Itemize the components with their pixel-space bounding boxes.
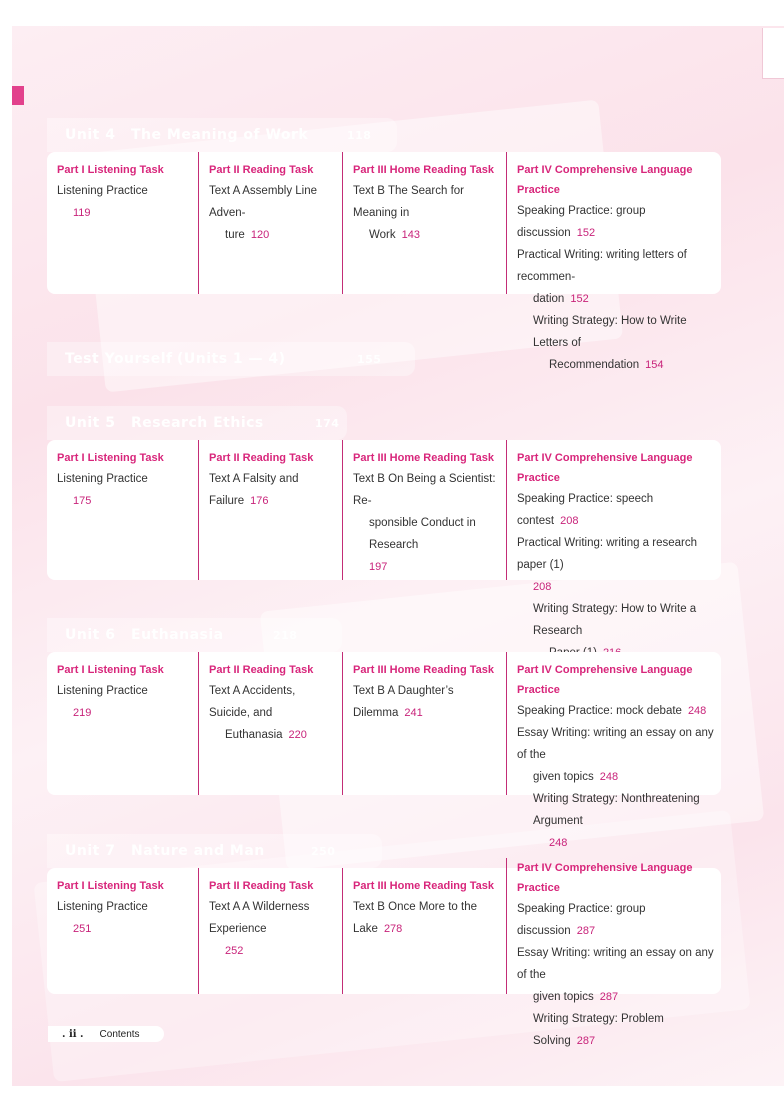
part-4-heading: Part IV Comprehensive Language Practice bbox=[517, 664, 693, 696]
part-4-column bbox=[506, 858, 721, 1047]
page-number: 143 bbox=[401, 229, 420, 241]
writing-line[interactable]: Practical Writing: writing letters of recommen- bbox=[517, 249, 687, 283]
text-b-line[interactable]: Text B Once More to the Lake bbox=[353, 901, 478, 935]
page-number: 251 bbox=[73, 923, 92, 935]
strategy-cont: Recommendation bbox=[549, 359, 640, 371]
strategy-line[interactable]: Writing Strategy: How to Write Letters of bbox=[533, 315, 687, 349]
unit-page: 174 bbox=[315, 416, 340, 430]
page-number: 175 bbox=[73, 495, 92, 507]
part-1-heading: Part I Listening Task bbox=[57, 664, 164, 676]
writing-cont: given topics bbox=[533, 991, 594, 1003]
part-1-heading: Part I Listening Task bbox=[57, 452, 164, 464]
text-a-line[interactable]: Text A Assembly Line Adven- bbox=[209, 185, 318, 219]
unit-code: Unit 5 bbox=[65, 415, 116, 431]
part-2-column bbox=[198, 868, 342, 994]
strategy-line[interactable]: Writing Strategy: Problem Solving bbox=[533, 1013, 664, 1047]
strategy-line[interactable]: Writing Strategy: Nonthreatening Argument bbox=[533, 793, 700, 827]
part-4-heading: Part IV Comprehensive Language Practice bbox=[517, 862, 693, 894]
page-number: 152 bbox=[576, 227, 596, 239]
unit-code: Unit 6 bbox=[65, 627, 116, 643]
part-3-column bbox=[342, 868, 506, 994]
footer-page-number: . ii . bbox=[62, 1028, 84, 1040]
listening-practice[interactable]: Listening Practice bbox=[57, 685, 148, 697]
strategy-line[interactable]: Writing Strategy: How to Write a Research bbox=[533, 603, 697, 637]
part-4-heading: Part IV Comprehensive Language Practice bbox=[517, 164, 693, 196]
text-a-line[interactable]: Text A Falsity and Failure bbox=[209, 473, 299, 507]
part-2-heading: Part II Reading Task bbox=[209, 880, 314, 892]
page-number: 287 bbox=[599, 991, 619, 1003]
part-2-column bbox=[198, 652, 342, 795]
page-corner-tab bbox=[762, 28, 784, 79]
part-3-heading: Part III Home Reading Task bbox=[353, 880, 495, 892]
unit-name: Euthanasia bbox=[131, 627, 224, 643]
part-4-column bbox=[506, 652, 721, 849]
part-3-column bbox=[342, 152, 506, 294]
page-number: 120 bbox=[250, 229, 270, 241]
part-3-heading: Part III Home Reading Task bbox=[353, 452, 495, 464]
listening-practice[interactable]: Listening Practice bbox=[57, 473, 148, 485]
unit-page: 118 bbox=[347, 128, 372, 142]
page-number: 208 bbox=[533, 581, 552, 593]
page-number: 248 bbox=[687, 705, 707, 717]
part-2-heading: Part II Reading Task bbox=[209, 164, 314, 176]
unit-code: Unit 7 bbox=[65, 843, 116, 859]
part-3-column bbox=[342, 652, 506, 795]
writing-line[interactable]: Practical Writing: writing a research paper (1) bbox=[517, 537, 698, 571]
part-3-heading: Part III Home Reading Task bbox=[353, 664, 495, 676]
speaking-practice[interactable]: Speaking Practice: group discussion bbox=[517, 903, 646, 937]
text-a-line[interactable]: Text A A Wilderness Experience bbox=[209, 901, 310, 935]
page-number: 176 bbox=[250, 495, 269, 507]
page-number: 197 bbox=[369, 561, 388, 573]
unit-5-title[interactable] bbox=[47, 406, 347, 440]
unit-name: Nature and Man bbox=[131, 843, 265, 859]
speaking-practice[interactable]: Speaking Practice: mock debate bbox=[517, 705, 682, 717]
writing-line[interactable]: Essay Writing: writing an essay on any of the bbox=[517, 947, 714, 981]
page-number: 154 bbox=[645, 359, 664, 371]
part-4-heading: Part IV Comprehensive Language Practice bbox=[517, 452, 693, 484]
page-number: 287 bbox=[576, 925, 596, 937]
part-1-column bbox=[47, 868, 198, 994]
page-number: 248 bbox=[549, 837, 568, 849]
test-yourself-title[interactable] bbox=[47, 342, 415, 376]
footer-label: Contents bbox=[99, 1028, 140, 1040]
unit-4-title[interactable] bbox=[47, 118, 397, 152]
speaking-practice[interactable]: Speaking Practice: speech contest bbox=[517, 493, 654, 527]
part-1-column bbox=[47, 152, 198, 294]
listening-practice[interactable]: Listening Practice bbox=[57, 901, 148, 913]
unit-name: Research Ethics bbox=[131, 415, 264, 431]
part-4-column bbox=[506, 440, 721, 637]
unit-page: 250 bbox=[311, 844, 336, 858]
page-number: 241 bbox=[404, 707, 423, 719]
part-4-column bbox=[506, 152, 721, 371]
part-2-heading: Part II Reading Task bbox=[209, 664, 314, 676]
unit-page: 218 bbox=[273, 628, 298, 642]
page-number: 252 bbox=[225, 945, 244, 957]
part-3-column bbox=[342, 440, 506, 580]
writing-cont: dation bbox=[533, 293, 565, 305]
page-number: 208 bbox=[560, 515, 579, 527]
part-2-heading: Part II Reading Task bbox=[209, 452, 314, 464]
text-b-line[interactable]: Text B The Search for Meaning in bbox=[353, 185, 465, 219]
test-range: (Units 1 — 4) bbox=[177, 351, 286, 367]
unit-7-title[interactable] bbox=[47, 834, 382, 868]
text-a-cont: ture bbox=[225, 229, 245, 241]
page-number: 119 bbox=[73, 207, 91, 219]
unit-code: Unit 4 bbox=[65, 127, 116, 143]
page-number: 219 bbox=[73, 707, 92, 719]
part-2-column bbox=[198, 152, 342, 294]
test-label: Test Yourself bbox=[65, 351, 173, 367]
pink-page-marker bbox=[12, 86, 24, 105]
text-a-line[interactable]: Text A Accidents, Suicide, and bbox=[209, 685, 296, 719]
page-number: 278 bbox=[383, 923, 403, 935]
test-page: 155 bbox=[357, 352, 382, 366]
text-b-cont: sponsible Conduct in Research bbox=[369, 517, 476, 551]
text-b-line[interactable]: Text B A Daughter’s Dilemma bbox=[353, 685, 454, 719]
page-footer bbox=[48, 1026, 164, 1042]
unit-6-table bbox=[47, 652, 721, 849]
unit-name: The Meaning of Work bbox=[131, 127, 309, 143]
text-b-line[interactable]: Text B On Being a Scientist: Re- bbox=[353, 473, 496, 507]
part-1-column bbox=[47, 652, 198, 795]
part-1-heading: Part I Listening Task bbox=[57, 164, 164, 176]
text-b-cont: Work bbox=[369, 229, 396, 241]
part-1-heading: Part I Listening Task bbox=[57, 880, 164, 892]
part-2-column bbox=[198, 440, 342, 580]
speaking-practice[interactable]: Speaking Practice: group discussion bbox=[517, 205, 646, 239]
writing-cont: given topics bbox=[533, 771, 594, 783]
page-number: 287 bbox=[576, 1035, 596, 1047]
page-number: 152 bbox=[570, 293, 589, 305]
part-1-column bbox=[47, 440, 198, 580]
text-a-cont: Euthanasia bbox=[225, 729, 283, 741]
part-3-heading: Part III Home Reading Task bbox=[353, 164, 495, 176]
writing-line[interactable]: Essay Writing: writing an essay on any of the bbox=[517, 727, 714, 761]
listening-practice[interactable]: Listening Practice bbox=[57, 185, 148, 197]
page-number: 248 bbox=[599, 771, 619, 783]
page-number: 220 bbox=[288, 729, 307, 741]
unit-6-title[interactable] bbox=[47, 618, 342, 652]
